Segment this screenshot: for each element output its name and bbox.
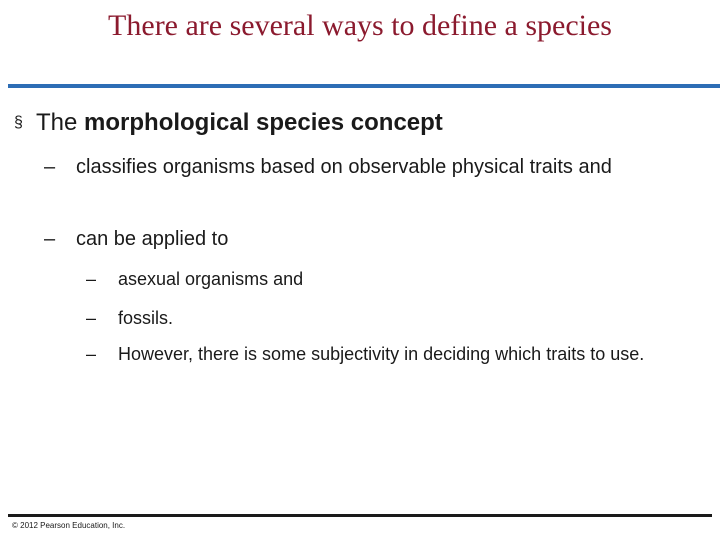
dash-bullet-icon: – (86, 269, 97, 289)
divider-gap (0, 84, 8, 88)
slide-title: There are several ways to define a species (108, 9, 612, 42)
section-bullet-icon: § (14, 114, 23, 131)
sub-sub-bullet (86, 343, 686, 366)
sub-sub-bullet-text: However, there is some subjectivity in deciding which traits to use. (118, 344, 645, 364)
dash-bullet-icon: – (44, 228, 56, 250)
sub-sub-bullet-text: fossils. (118, 308, 174, 328)
sub-bullet (44, 226, 694, 252)
footer-divider (8, 514, 712, 517)
dash-bullet-icon: – (44, 156, 56, 178)
main-bullet-bold: morphological species concept (84, 109, 443, 136)
copyright-notice: © 2012 Pearson Education, Inc. (12, 521, 126, 530)
title-divider (0, 84, 720, 88)
main-bullet (14, 108, 704, 138)
sub-sub-bullet (86, 307, 686, 330)
dash-bullet-icon: – (86, 308, 97, 328)
sub-sub-bullet-text: asexual organisms and (118, 269, 304, 289)
dash-bullet-icon: – (86, 344, 97, 364)
main-bullet-prefix: The (36, 109, 85, 136)
main-bullet-text (36, 108, 443, 138)
sub-bullet (44, 154, 694, 180)
sub-sub-bullet (86, 268, 686, 291)
sub-bullet-text: can be applied to (76, 228, 229, 250)
sub-bullet-text: classifies organisms based on observable physical traits and (76, 156, 612, 178)
